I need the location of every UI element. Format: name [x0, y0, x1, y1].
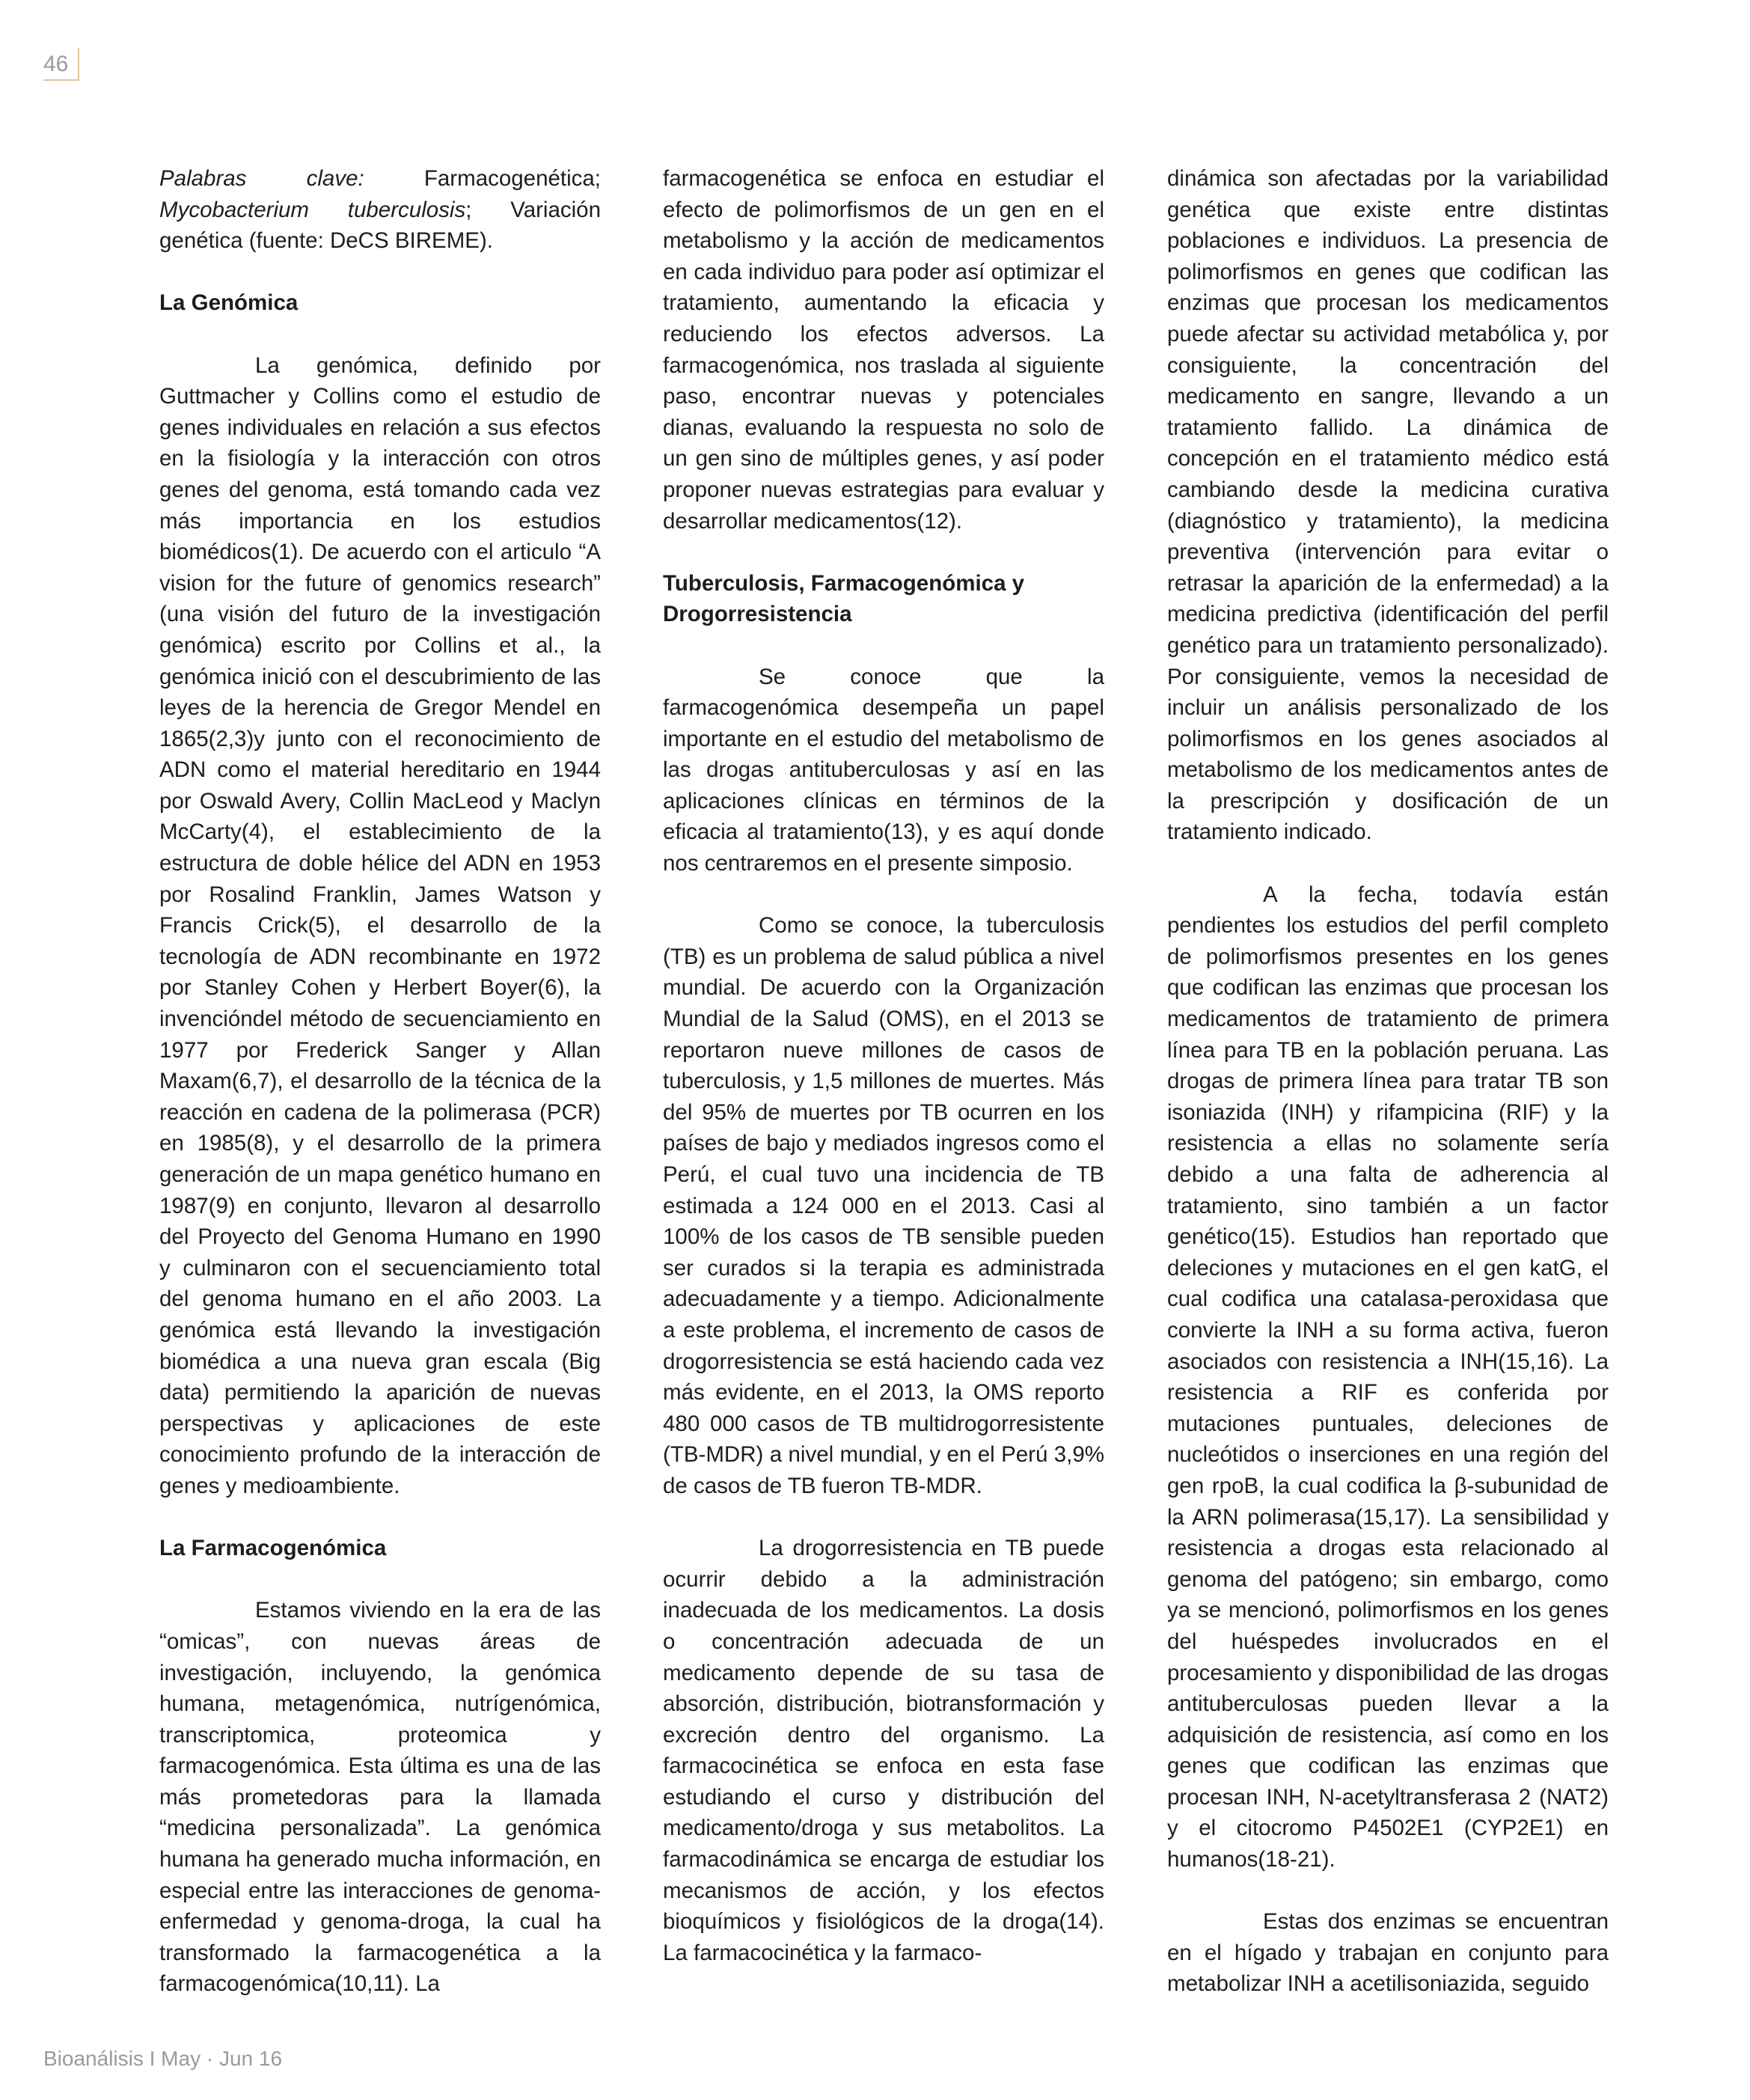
keywords-label: Palabras clave:: [159, 166, 364, 191]
column-3: [1167, 163, 1609, 2031]
heading-farmacogenomica: La Farmacogenómica: [159, 1536, 387, 1561]
keywords-italic: Mycobacterium tuberculosis: [159, 197, 466, 222]
keywords-text-2: ; Variación genética (fuente: DeCS BIREME).: [159, 197, 601, 254]
paragraph-enzimas: Estas dos enzimas se encuentran en el hígado y trabajan en conjunto para metabolizar INH a acetilisoniazida, seguido: [1167, 1909, 1609, 1997]
page-number: 46: [43, 48, 79, 81]
heading-tuberculosis: Tuberculosis, Farmacogenómica y Drogorresistencia: [663, 570, 1025, 627]
keywords: [159, 163, 601, 257]
paragraph-tb-salud-publica: Como se conoce, la tuberculosis (TB) es un problema de salud pública a nivel mundial. De acuerdo con la Organización Mundial de la Salud (OMS), en el 2013 se reportaron nueve millones de casos de tuberculosis, y 1,5 millones de muertes. Más del 95% de muertes por TB ocurren en los países de bajo y mediados ingresos como el Perú, el cual tuvo una incidencia de TB estimada a 124 000 en el 2013. Casi al 100% de los casos de TB sensible pueden ser curados si la terapia es administrada adecuadamente y a tiempo. Adicionalmente a este problema, el incremento de casos de drogorresistencia se está haciendo cada vez más evidente, en el 2013, la OMS reporto 480 000 casos de TB multidrogorresistente (TB-MDR) a nivel mundial, y en el Perú 3,9% de casos de TB fueron TB-MDR.: [663, 913, 1104, 1498]
keywords-text-1: Farmacogenética;: [364, 166, 601, 191]
paragraph-genomica: La genómica, definido por Guttmacher y Collins como el estudio de genes individuales en relación a sus efectos en la fisiología y la interacción con otros genes del genoma, está tomando cada vez más importancia en los estudios biomédicos(1). De acuerdo con el articulo “A vision for the future of genomics research” (una visión del futuro de la investigación genómica) escrito por Collins et al., la genómica inició con el descubrimiento de las leyes de la herencia de Gregor Mendel en 1865(2,3)y junto con el reconocimiento de ADN como el material hereditario en 1944 por Oswald Avery, Collin MacLeod y Maclyn McCarty(4), el establecimiento de la estructura de doble hélice del ADN en 1953 por Rosalind Franklin, James Watson y Francis Crick(5), el desarrollo de la tecnología de ADN recombinante en 1972 por Stanley Cohen y Herbert Boyer(6), la invencióndel método de secuenciamiento en 1977 por Frederick Sanger y Allan Maxam(6,7), el desarrollo de la técnica de la reacción en cadena de la polimerasa (PCR) en 1985(8), y el desarrollo de la primera generación de un mapa genético humano en 1987(9) en conjunto, llevaron al desarrollo del Proyecto del Genoma Humano en 1990 y culminaron con el secuenciamiento total del genoma humano en el año 2003. La genómica está llevando la investigación biomédica a una nueva gran escala (Big data) permitiendo la aparición de nuevas perspectivas y aplicaciones de este conocimiento profundo de la interacción de genes y medioambiente.: [159, 352, 601, 1498]
footer: Bioanálisis I May · Jun 16: [43, 2047, 283, 2070]
column-1: [159, 163, 601, 2031]
heading-genomica: La Genómica: [159, 290, 299, 316]
paragraph-omicas: Estamos viviendo en la era de las “omicas”, con nuevas áreas de investigación, incluyendo, la genómica humana, metagenómica, nutrígenómica, transcriptomica, proteomica y farmacogenómica. Esta última es una de las más prometedoras para la llamada “medicina personalizada”. La genómica humana ha generado mucha información, en especial entre las interacciones de genoma-enfermedad y genoma-droga, la cual ha transformado la farmacogenética a la farmacogenómica(10,11). La: [159, 1598, 601, 1997]
paragraph-drogorresistencia: La drogorresistencia en TB puede ocurrir debido a la administración inadecuada de los medicamentos. La dosis o concentración adecuada de un medicamento depende de su tasa de absorción, distribución, biotransformación y excreción dentro del organismo. La farmacocinética se enfoca en esta fase estudiando el curso y distribución del medicamento/droga y sus metabolitos. La farmacodinámica se encarga de estudiar los mecanismos de acción, y los efectos bioquímicos y fisiológicos de la droga(14). La farmacocinética y la farmaco-: [663, 1536, 1104, 1965]
column-2: [663, 163, 1104, 2000]
paragraph-farmacogenetica: farmacogenética se enfoca en estudiar el efecto de polimorfismos de un gen en el metabolismo y la acción de medicamentos en cada individuo para poder así optimizar el tratamiento, aumentando la eficacia y reduciendo los efectos adversos. La farmacogenómica, nos traslada al siguiente paso, encontrar nuevas y potenciales dianas, evaluando la respuesta no solo de un gen sino de múltiples genes, y así poder proponer nuevas estrategias para evaluar y desarrollar medicamentos(12).: [663, 166, 1104, 534]
paragraph-polimorfismos: A la fecha, todavía están pendientes los estudios del perfil completo de polimorfismos presentes en los genes que codifican las enzimas que procesan los medicamentos de tratamiento de primera línea para TB en la población peruana. Las drogas de primera línea para tratar TB son isoniazida (INH) y rifampicina (RIF) y la resistencia a ellas no solamente sería debido a una falta de adherencia al tratamiento, sino también a un factor genético(15). Estudios han reportado que deleciones y mutaciones en el gen katG, el cual codifica una catalasa-peroxidasa que convierte la INH a su forma activa, fueron asociados con resistencia a INH(15,16). La resistencia a RIF es conferida por mutaciones puntuales, deleciones de nucleótidos o inserciones en una región del gen rpoB, la cual codifica la β-subunidad de la ARN polimerasa(15,17). La sensibilidad y resistencia a drogas esta relacionado al genoma del patógeno; sin embargo, como ya se mencionó, polimorfismos en los genes del huéspedes involucrados en el procesamiento y disponibilidad de las drogas antituberculosas pueden llevar a la adquisición de resistencia, así como en los genes que codifican las enzimas que procesan INH, N-acetyltransferasa 2 (NAT2) y el citocromo P4502E1 (CYP2E1) en humanos(18-21).: [1167, 882, 1609, 1872]
paragraph-farmacogenomica-tb: Se conoce que la farmacogenómica desempeña un papel importante en el estudio del metabolismo de las drogas antituberculosas y así en las aplicaciones clínicas en términos de la eficacia al tratamiento(13), y es aquí donde nos centraremos en el presente simposio.: [663, 664, 1104, 876]
paragraph-farmacodinamica: dinámica son afectadas por la variabilidad genética que existe entre distintas poblaciones e individuos. La presencia de polimorfismos en genes que codifican las enzimas que procesan los medicamentos puede afectar su actividad metabólica y, por consiguiente, la concentración del medicamento en sangre, llevando a un tratamiento fallido. La dinámica de concepción en el tratamiento médico está cambiando desde la medicina curativa (diagnóstico y tratamiento), la medicina preventiva (intervención para evitar o retrasar la aparición de la enfermedad) a la medicina predictiva (identificación del perfil genético para un tratamiento personalizado). Por consiguiente, vemos la necesidad de incluir un análisis personalizado de los polimorfismos en los genes asociados al metabolismo de los medicamentos antes de la prescripción y dosificación de un tratamiento indicado.: [1167, 166, 1609, 845]
